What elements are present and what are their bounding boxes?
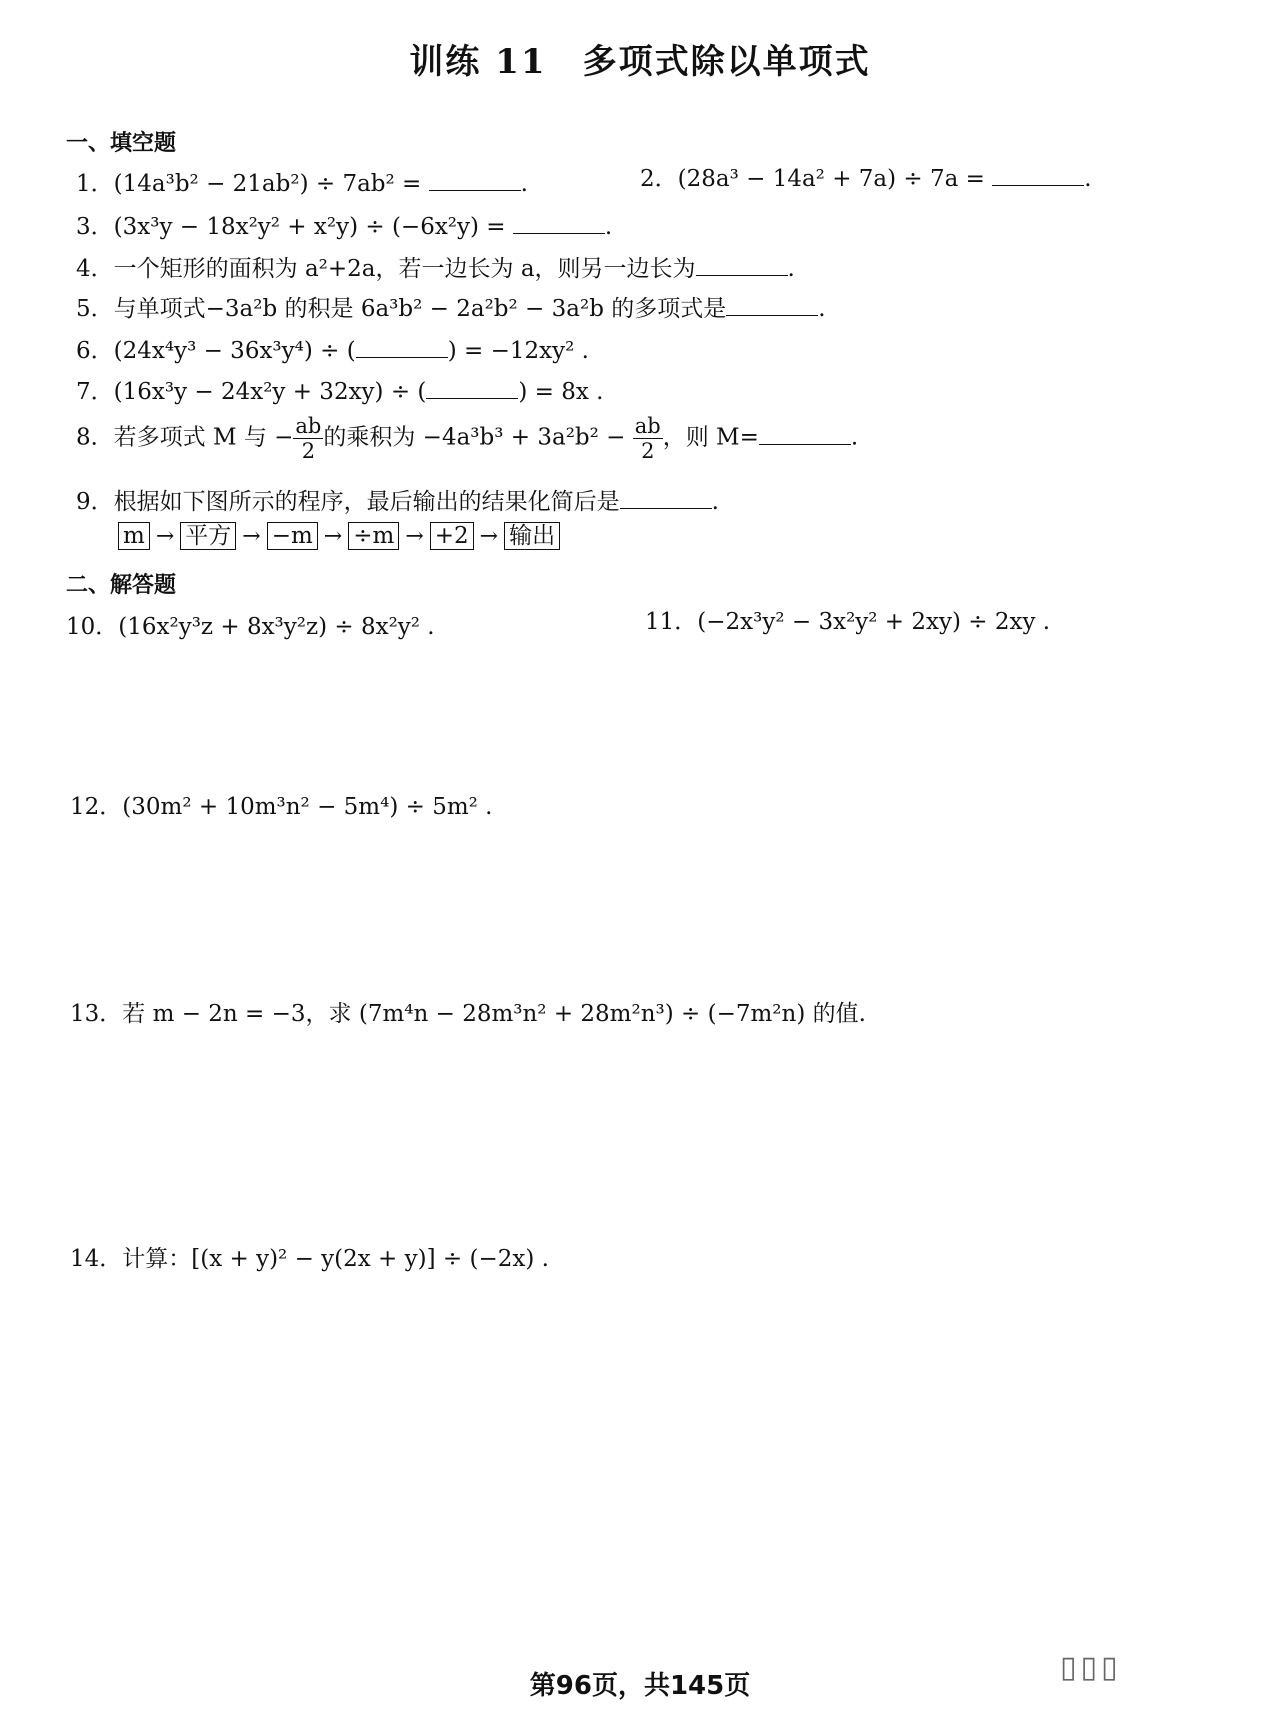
question-text: (14a³b² − 21ab²) ÷ 7ab² =	[113, 171, 429, 197]
question-text: (−2x³y² − 3x²y² + 2xy) ÷ 2xy .	[697, 609, 1051, 635]
answer-blank[interactable]	[620, 486, 712, 509]
question-number: 12．	[70, 794, 123, 820]
fraction	[293, 414, 323, 463]
question-number: 4．	[76, 256, 114, 282]
question-text-tail: ) = 8x .	[518, 379, 604, 405]
section-answer: 二、解答题	[66, 573, 177, 598]
question-text-mid: 的乘积为 −4a³b³ + 3a²b² −	[323, 424, 633, 451]
flow-step-input: m	[118, 522, 150, 550]
question-7	[76, 373, 603, 406]
flow-arrow: →	[479, 523, 499, 549]
question-number: 8．	[76, 424, 114, 451]
answer-blank[interactable]	[759, 422, 851, 445]
question-text: 与单项式−3a²b 的积是 6a³b² − 2a²b² − 3a²b 的多项式是	[113, 296, 727, 322]
question-9: 9．根据如下图所示的程序，最后输出的结果化简后是 .	[76, 483, 719, 516]
question-number: 1．	[76, 171, 114, 197]
question-text: (16x²y³z + 8x³y²z) ÷ 8x²y² .	[118, 614, 435, 640]
flow-arrow: →	[242, 523, 261, 549]
question-4: 4．一个矩形的面积为 a²+2a，若一边长为 a，则另一边长为 .	[76, 250, 795, 283]
flow-step-square: 平方	[180, 522, 236, 550]
answer-blank[interactable]	[696, 253, 788, 276]
question-text: 计算：[(x + y)² − y(2x + y)] ÷ (−2x) .	[122, 1246, 549, 1272]
question-number: 5．	[76, 296, 114, 322]
answer-blank[interactable]	[513, 211, 605, 234]
answer-blank[interactable]	[426, 376, 518, 399]
question-number: 13．	[70, 1001, 123, 1027]
flow-step-plus-2: +2	[430, 522, 474, 550]
question-2: 2．(28a³ − 14a² + 7a) ÷ 7a = .	[640, 160, 1092, 193]
question-number: 10．	[66, 614, 119, 640]
question-text: (16x³y − 24x²y + 32xy) ÷ (	[113, 379, 427, 405]
question-text: 一个矩形的面积为 a²+2a，若一边长为 a，则另一边长为	[113, 256, 696, 282]
question-text: 根据如下图所示的程序，最后输出的结果化简后是	[113, 489, 620, 515]
question-text: (28a³ − 14a² + 7a) ÷ 7a =	[677, 166, 993, 192]
fraction-numerator: ab	[295, 414, 322, 438]
page-number-footer: 第96页，共145页	[529, 1671, 751, 1701]
question-number: 6．	[76, 338, 114, 364]
question-text: (3x³y − 18x²y² + x²y) ÷ (−6x²y) =	[113, 214, 513, 240]
question-text: (24x⁴y³ − 36x³y⁴) ÷ (	[113, 338, 356, 364]
fraction-numerator: ab	[634, 414, 661, 438]
question-number: 14．	[70, 1246, 123, 1272]
question-text: (30m² + 10m³n² − 5m⁴) ÷ 5m² .	[122, 794, 493, 820]
question-text: 若 m − 2n = −3，求 (7m⁴n − 28m³n² + 28m²n³) ÷ (−7m²n) 的值.	[122, 1001, 866, 1027]
question-number: 2．	[640, 166, 678, 192]
flow-arrow: →	[155, 523, 175, 549]
question-number: 7．	[76, 379, 114, 405]
question-3: 3．(3x³y − 18x²y² + x²y) ÷ (−6x²y) = .	[76, 208, 612, 241]
watermark-icon: ▯▯▯	[1060, 1650, 1122, 1685]
flow-arrow: →	[323, 523, 343, 549]
question-number: 11．	[645, 609, 698, 635]
question-8: 8．若多项式 M 与 − $\frac{ab}{2}$ 的乘积为 −4a³b³ + 3a²b² − $\frac{ab}{2}$ ，则 M= .	[76, 414, 859, 463]
question-text: 若多项式 M 与 −	[113, 424, 294, 451]
question-11	[645, 603, 1050, 636]
program-flowchart	[118, 522, 560, 550]
flow-step-divide-m: ÷m	[348, 522, 399, 550]
question-6	[76, 332, 589, 365]
fraction-denominator: 2	[301, 439, 316, 463]
question-10	[66, 608, 435, 641]
question-14	[70, 1240, 549, 1273]
fraction	[633, 414, 663, 463]
answer-blank[interactable]	[429, 168, 521, 191]
section-fill-blank: 一、填空题	[66, 131, 177, 156]
question-number: 3．	[76, 214, 114, 240]
question-12	[70, 788, 492, 821]
question-5: 5．与单项式−3a²b 的积是 6a³b² − 2a²b² − 3a²b 的多项式是 .	[76, 290, 826, 323]
question-text-tail: ) = −12xy² .	[447, 338, 589, 364]
page-title: 训练 11 多项式除以单项式	[409, 42, 871, 82]
question-text-tail: ，则 M=	[662, 424, 759, 451]
answer-blank[interactable]	[992, 163, 1084, 186]
answer-blank[interactable]	[356, 335, 448, 358]
question-number: 9．	[76, 489, 114, 515]
flow-step-output: 输出	[504, 522, 560, 550]
fraction-denominator: 2	[641, 439, 655, 463]
flow-step-minus-m: −m	[267, 522, 318, 550]
question-1: 1．(14a³b² − 21ab²) ÷ 7ab² = .	[76, 165, 528, 198]
flow-arrow: →	[405, 523, 424, 549]
question-13	[70, 995, 866, 1028]
answer-blank[interactable]	[726, 293, 818, 316]
